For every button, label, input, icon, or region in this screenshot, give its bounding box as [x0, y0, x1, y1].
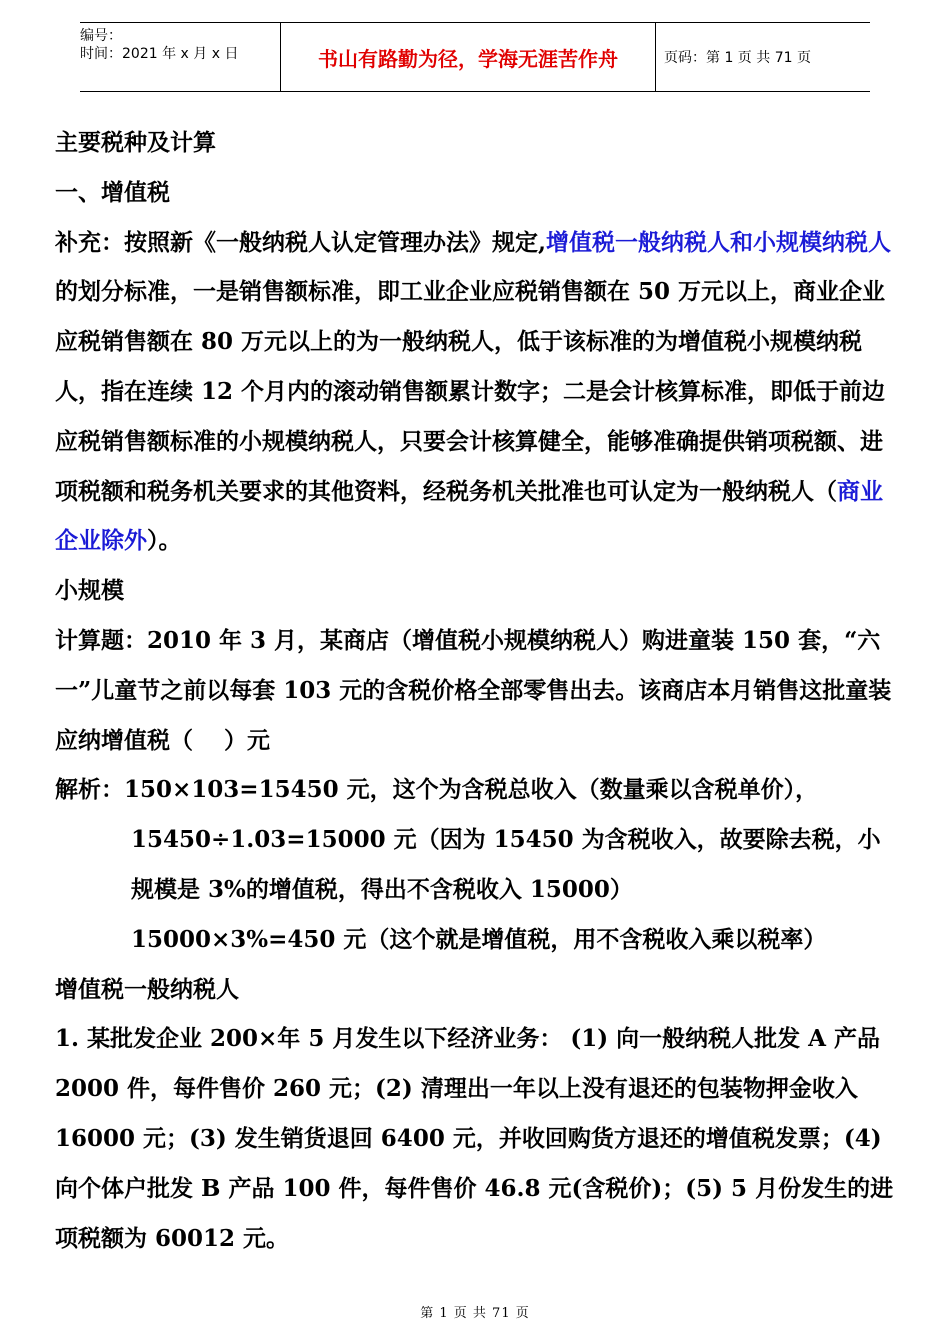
supplement-highlight-2: 商业企业除外 — [55, 477, 883, 555]
header-number-label: 编号： — [80, 28, 122, 44]
section-heading-vat: 一、增值税 — [55, 178, 170, 206]
question-2: 1. 某批发企业 200×年 5 月发生以下经济业务： (1) 向一般纳税人批发 A 产品 2000 件，每件售价 260 元；(2) 清理出一年以上没有退还的包装物押金收入 16000 元；(3) 发生销货退回 6400 元，并收回购货方退还的增值税发票；(4) 向个体户批发 B 产品 100 件，每件售价 46.8 元(含税价)；(5) 5 月份发生的进项税额为 60012 元。 — [55, 1025, 894, 1252]
supplement-paragraph — [55, 218, 900, 567]
header-meta-cell — [80, 23, 280, 95]
question-1: 计算题：2010 年 3 月，某商店（增值税小规模纳税人）购进童装 150 套，“六一”儿童节之前以每套 103 元的含税价格全部零售出去。该商店本月销售这批童装应纳增值税（ ）元 — [55, 626, 892, 754]
page-header — [80, 22, 870, 92]
answer-1-line-1: 解析：150×103=15450 元，这个为含税总收入（数量乘以含税单价）， — [55, 776, 819, 804]
doc-title: 主要税种及计算 — [55, 129, 216, 156]
supplement-text-a: 补充：按照新《一般纳税人认定管理办法》规定, — [55, 228, 547, 256]
supplement-highlight-1: 增值税一般纳税人和小规模纳税人 — [546, 228, 892, 256]
header-time-label: 时间：2021 年 x 月 x 日 — [80, 46, 239, 62]
header-page-code: 页码：第 1 页 共 71 页 — [664, 50, 811, 66]
page-footer: 第 1 页 共 71 页 — [420, 1306, 530, 1321]
small-scale-heading: 小规模 — [55, 577, 124, 605]
answer-1-line-2: 15450÷1.03=15000 元（因为 15450 为含税收入，故要除去税，小规模是 3%的增值税，得出不含税收入 15000） — [131, 826, 881, 903]
answer-1-line-3: 15000×3%=450 元（这个就是增值税，用不含税收入乘以税率） — [131, 925, 827, 953]
general-taxpayer-heading: 增值税一般纳税人 — [55, 975, 239, 1003]
header-motto: 书山有路勤为径，学海无涯苦作舟 — [280, 23, 656, 91]
supplement-text-e: ）。 — [147, 527, 182, 555]
supplement-text-c: 的划分标准，一是销售额标准，即工业企业应税销售额在 50 万元以上，商业企业应税销售额在 80 万元以上的为一般纳税人，低于该标准的为增值税小规模纳税人，指在连续 12 个月内的滚动销售额累计数字；二是会计核算标准，即低于前边应税销售额标准的小规模纳税人，只要会计核算健全，能够准确提供销项税额、进项税额和税务机关要求的其他资料，经税务机关批准也可认定为一般纳税人（ — [55, 278, 886, 505]
document-body — [55, 118, 900, 1263]
